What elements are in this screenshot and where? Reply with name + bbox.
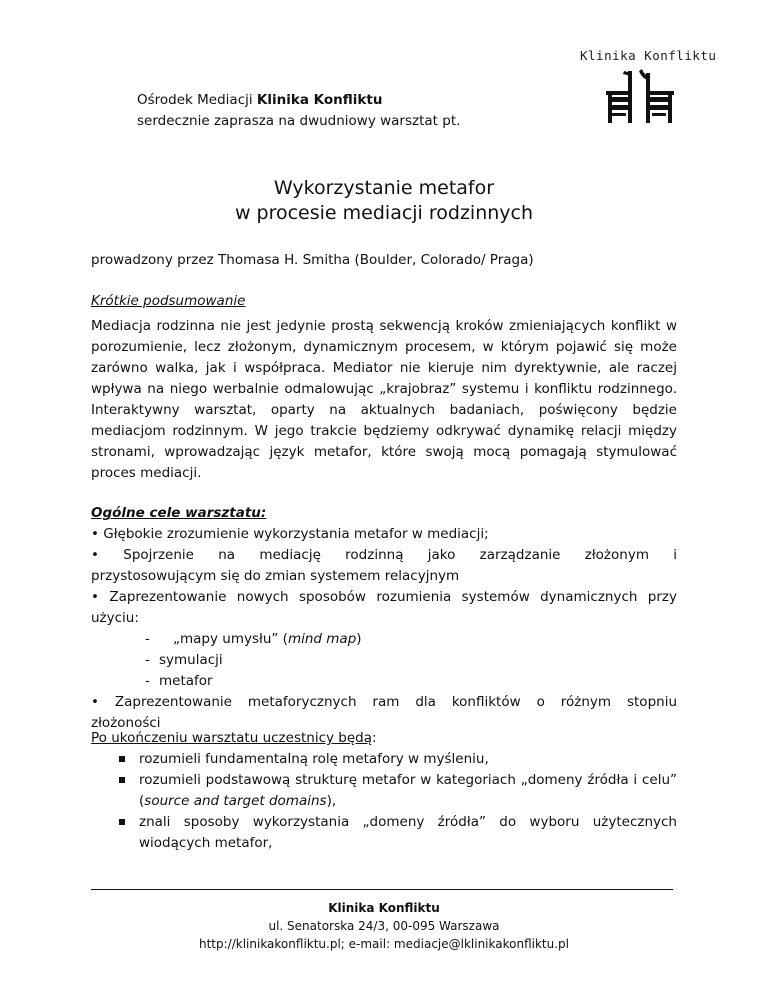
goal-subitem-1 — [91, 629, 677, 650]
outcomes-heading-text: Po ukończeniu warsztatu uczestnicy będą — [91, 730, 373, 746]
footer — [0, 899, 768, 953]
subitem-text: „mapy umysłu” ( — [173, 631, 288, 647]
footer-name: Klinika Konfliktu — [328, 901, 440, 915]
logo-text: Klinika Konfliktu — [580, 48, 717, 63]
summary-text: Mediacja rodzinna nie jest jedynie prostą sekwencją kroków zmieniających konflikt w porozumienie, lecz złożonym, dynamicznym procesem, w którym pojawić się może zarówno walka, jak i współpraca. Mediator nie kieruje nim dyrektywnie, ale raczej wpływa na niego werbalnie odmalowując „krajobraz” systemu i konfliktu rodzinnego. Interaktywny warsztat, oparty na aktualnych badaniach, poświęcony będzie mediacjom rodzinnym. W jego trakcie będziemy odkrywać dynamikę relacji między stronami, wprowadzając język metafor, które swoją mocą pomagają stymulować proces mediacji. — [91, 318, 677, 481]
outcome-text: rozumieli fundamentalną rolę metafory w myśleniu, — [139, 751, 489, 767]
goal-item-2-line-1: • Spojrzenie na mediację rodzinną jako zarządzanie złożonym i — [91, 547, 677, 563]
logo — [580, 48, 717, 125]
summary-heading: Krótkie podsumowanie — [91, 293, 246, 309]
goal-item-3-line-2: użyciu: — [91, 610, 139, 626]
organizer-name: Klinika Konfliktu — [256, 92, 383, 108]
outcome-text: znali sposoby wykorzystania „domeny źródła” do wyboru użytecznych wiodących metafor, — [139, 814, 677, 851]
chairs-icon — [598, 67, 688, 125]
subitem-close: ) — [356, 631, 362, 647]
goal-subitem-3 — [91, 671, 677, 692]
workshop-title — [0, 176, 768, 226]
intro-prefix: Ośrodek Mediacji — [137, 92, 257, 108]
subitem-italic: mind map — [287, 631, 357, 647]
footer-divider — [91, 889, 673, 890]
goal-subitem-2 — [91, 650, 677, 671]
dash: - — [145, 652, 150, 668]
title-line-2: w procesie mediacji rodzinnych — [234, 202, 534, 224]
outcome-item-1 — [117, 749, 677, 770]
bullet-square-icon — [119, 819, 125, 825]
goals-list — [91, 524, 677, 734]
outcome-item-3 — [117, 812, 677, 854]
outcome-close: ), — [326, 793, 337, 809]
outcomes-list — [117, 749, 677, 854]
dash: - — [145, 673, 150, 689]
title-line-1: Wykorzystanie metafor — [273, 177, 495, 199]
footer-address: ul. Senatorska 24/3, 00-095 Warszawa — [268, 919, 500, 933]
outcomes-heading-colon: : — [372, 730, 377, 746]
goal-item-1: • Głębokie zrozumienie wykorzystania metafor w mediacji; — [91, 526, 489, 542]
outcome-italic: source and target domains — [144, 793, 327, 809]
bullet-square-icon — [119, 756, 125, 762]
goal-item-4-line-1: • Zaprezentowanie metaforycznych ram dla konfliktów o różnym stopniu — [91, 694, 677, 710]
bullet-square-icon — [119, 777, 125, 783]
outcomes-heading — [91, 728, 377, 749]
leader-line: prowadzony przez Thomasa H. Smitha (Boulder, Colorado/ Praga) — [91, 252, 534, 268]
intro — [137, 90, 557, 132]
dash: - — [145, 631, 150, 647]
footer-contact: http://klinikakonfliktu.pl; e-mail: mediacje@lklinikakonfliktu.pl — [199, 937, 569, 951]
outcome-item-2 — [117, 770, 677, 812]
goal-item-3-line-1: • Zaprezentowanie nowych sposobów rozumienia systemów dynamicznych przy — [91, 589, 677, 605]
intro-line-1 — [137, 90, 557, 111]
goal-item-2-line-2: przystosowującym się do zmian systemem relacyjnym — [91, 568, 460, 584]
intro-line-2: serdecznie zaprasza na dwudniowy warsztat pt. — [137, 113, 461, 129]
outcome-text: rozumieli podstawową strukturę metafor w kategoriach „domeny źródła i celu” ( — [139, 772, 677, 809]
subitem-text: metafor — [159, 673, 213, 689]
goal-item-4-line-2: złożoności — [91, 715, 161, 731]
goals-heading: Ogólne cele warsztatu: — [91, 505, 267, 521]
subitem-text: symulacji — [159, 652, 223, 668]
